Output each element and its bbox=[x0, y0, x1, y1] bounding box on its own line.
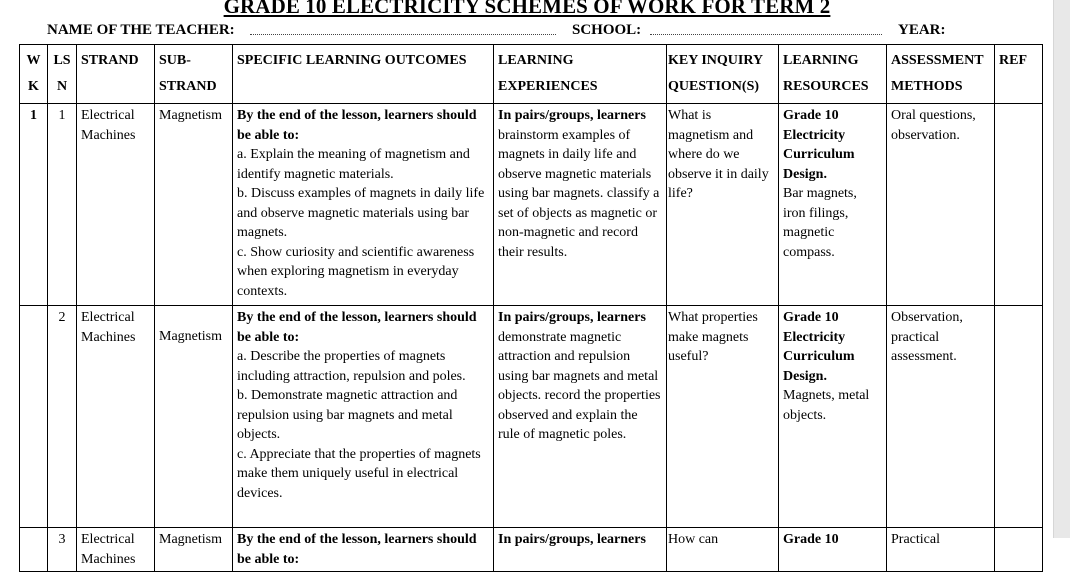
outcomes-intro: By the end of the lesson, learners should be able to: bbox=[237, 532, 477, 567]
vertical-scrollbar[interactable] bbox=[1053, 0, 1070, 538]
cell-substrand: Magnetism bbox=[155, 104, 233, 306]
document-title: GRADE 10 ELECTRICITY SCHEMES OF WORK FOR TERM 2 bbox=[223, 0, 831, 18]
resources-title: Grade 10 Electricity Curriculum Design. bbox=[783, 310, 855, 384]
cell-wk bbox=[20, 306, 48, 528]
cell-experiences bbox=[494, 104, 667, 306]
cell-substrand: Magnetism bbox=[155, 306, 233, 528]
experiences-intro: In pairs/groups, learners bbox=[498, 532, 646, 547]
outcome-item: b. Discuss examples of magnets in daily life and observe magnetic materials using bar magnets. bbox=[237, 186, 485, 240]
cell-ref bbox=[995, 104, 1043, 306]
cell-resources bbox=[779, 306, 887, 528]
cell-ref bbox=[995, 306, 1043, 528]
header-outcomes: SPECIFIC LEARNING OUTCOMES bbox=[233, 45, 494, 104]
year-label: YEAR: bbox=[898, 22, 946, 38]
header-lsn: LS N bbox=[48, 45, 77, 104]
table-row bbox=[20, 306, 1043, 528]
header-experiences: LEARNING EXPERIENCES bbox=[494, 45, 667, 104]
cell-lsn: 3 bbox=[48, 528, 77, 572]
scheme-table bbox=[19, 44, 1043, 572]
header-strand: STRAND bbox=[77, 45, 155, 104]
cell-outcomes bbox=[233, 528, 494, 572]
outcomes-intro: By the end of the lesson, learners should be able to: bbox=[237, 108, 477, 143]
cell-experiences bbox=[494, 306, 667, 528]
cell-strand: Electrical Machines bbox=[77, 528, 155, 572]
cell-wk: 1 bbox=[20, 104, 48, 306]
outcome-item: b. Demonstrate magnetic attraction and repulsion using bar magnets and metal objects. bbox=[237, 388, 458, 442]
outcome-item: a. Explain the meaning of magnetism and identify magnetic materials. bbox=[237, 147, 470, 182]
teacher-field-line bbox=[250, 34, 556, 35]
experiences-text: brainstorm examples of magnets in daily life and observe magnetic materials using bar magnets. classify a set of objects as magnetic or non-magnetic and record their results. bbox=[498, 127, 660, 260]
cell-resources bbox=[779, 528, 887, 572]
header-inquiry: KEY INQUIRY QUESTION(S) bbox=[667, 45, 779, 104]
cell-assessment: Observation, practical assessment. bbox=[887, 306, 995, 528]
school-field-line bbox=[650, 34, 882, 35]
experiences-text: demonstrate magnetic attraction and repulsion using bar magnets and metal objects. record the properties observed and explain the rule of magnetic poles. bbox=[498, 329, 661, 442]
experiences-intro: In pairs/groups, learners bbox=[498, 108, 646, 123]
cell-inquiry: What properties make magnets useful? bbox=[667, 306, 779, 528]
school-label: SCHOOL: bbox=[572, 22, 642, 38]
outcome-item: c. Show curiosity and scientific awareness when exploring magnetism in everyday contexts. bbox=[237, 244, 475, 299]
cell-assessment: Oral questions, observation. bbox=[887, 104, 995, 306]
header-ref: REF bbox=[995, 45, 1043, 104]
cell-outcomes bbox=[233, 104, 494, 306]
outcomes-intro: By the end of the lesson, learners should be able to: bbox=[237, 310, 477, 345]
cell-wk bbox=[20, 528, 48, 572]
resources-title: Grade 10 Electricity Curriculum Design. bbox=[783, 108, 855, 182]
cell-inquiry: How can bbox=[667, 528, 779, 572]
table-row bbox=[20, 528, 1043, 572]
header-resources: LEARNING RESOURCES bbox=[779, 45, 887, 104]
cell-experiences bbox=[494, 528, 667, 572]
outcome-item: c. Appreciate that the properties of magnets make them uniquely useful in electrical devices. bbox=[237, 446, 481, 501]
cell-outcomes bbox=[233, 306, 494, 528]
cell-substrand: Magnetism bbox=[155, 528, 233, 572]
teacher-label: NAME OF THE TEACHER: bbox=[47, 22, 235, 38]
resources-text: Magnets, metal objects. bbox=[783, 388, 870, 423]
table-row bbox=[20, 104, 1043, 306]
cell-inquiry: What is magnetism and where do we observe it in daily life? bbox=[667, 104, 779, 306]
resources-text: Bar magnets, iron filings, magnetic compass. bbox=[783, 186, 857, 260]
cell-assessment: Practical bbox=[887, 528, 995, 572]
cell-lsn: 2 bbox=[48, 306, 77, 528]
experiences-intro: In pairs/groups, learners bbox=[498, 310, 646, 325]
resources-title: Grade 10 bbox=[783, 532, 839, 547]
cell-resources bbox=[779, 104, 887, 306]
header-wk: W K bbox=[20, 45, 48, 104]
header-substrand: SUB- STRAND bbox=[155, 45, 233, 104]
cell-strand: Electrical Machines bbox=[77, 104, 155, 306]
outcome-item: a. Describe the properties of magnets including attraction, repulsion and poles. bbox=[237, 349, 466, 384]
cell-strand: Electrical Machines bbox=[77, 306, 155, 528]
cell-lsn: 1 bbox=[48, 104, 77, 306]
table-header-row bbox=[20, 45, 1043, 104]
cell-ref bbox=[995, 528, 1043, 572]
header-assessment: ASSESSMENT METHODS bbox=[887, 45, 995, 104]
